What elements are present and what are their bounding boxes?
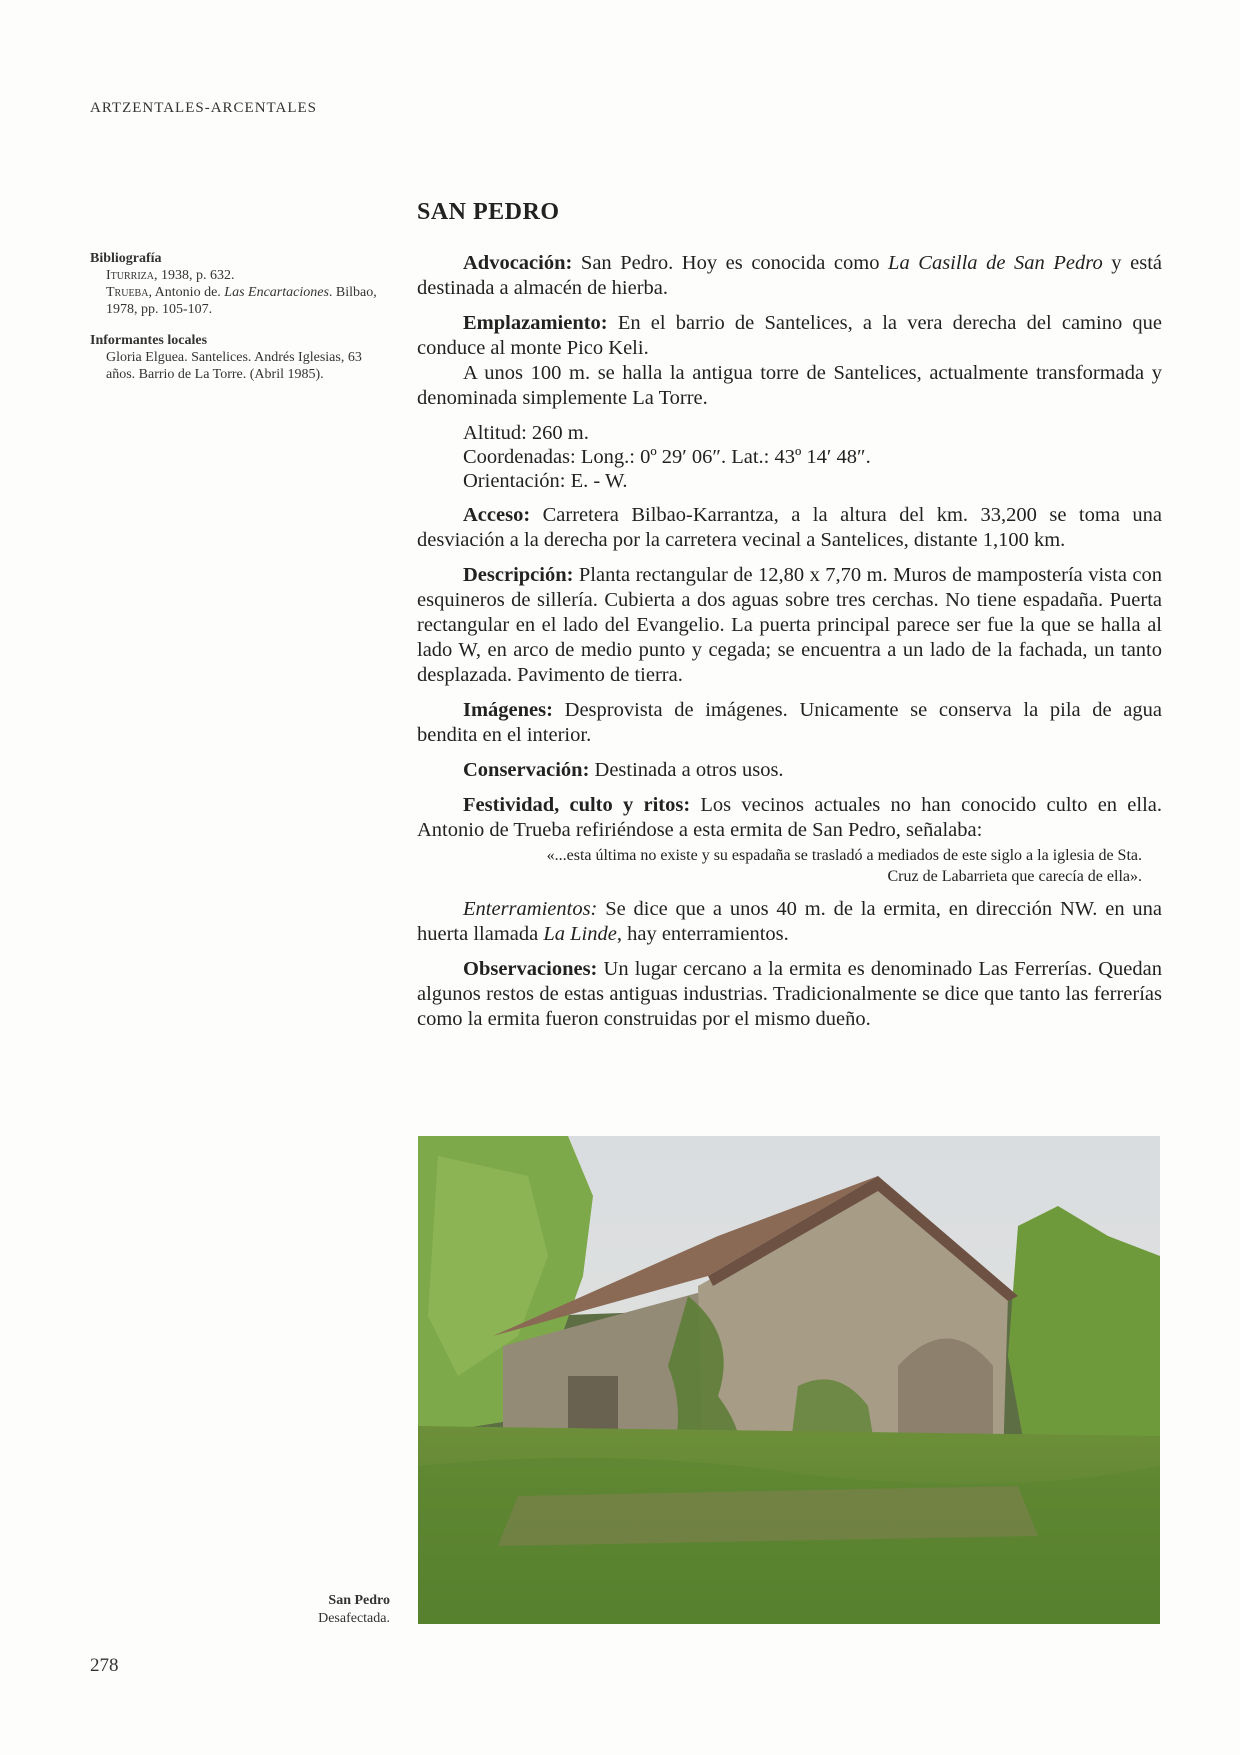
descripcion-label: Descripción: bbox=[463, 564, 574, 586]
conservacion-label: Conservación: bbox=[463, 759, 590, 781]
enterramientos-italic: La Linde bbox=[543, 923, 617, 945]
acceso-label: Acceso: bbox=[463, 504, 531, 526]
orientacion-line: Orientación: E. - W. bbox=[463, 470, 628, 492]
caption-title: San Pedro bbox=[328, 1593, 390, 1608]
informants-title: Informantes locales bbox=[90, 333, 208, 348]
festividad-paragraph bbox=[417, 793, 1162, 843]
bibliography-title: Bibliografía bbox=[90, 251, 162, 266]
entry-rest: , 1938, p. 632. bbox=[154, 268, 235, 283]
entry-work: Las Encartaciones bbox=[224, 285, 329, 300]
bibliography-block bbox=[90, 250, 390, 318]
emplazamiento-label: Emplazamiento: bbox=[463, 312, 608, 334]
entry-author: Iturriza bbox=[106, 268, 154, 283]
acceso-text: Carretera Bilbao-Karrantza, a la altura del km. 33,200 se toma una desviación a la derecha por la carretera vecinal a Santelices, distante 1,100 km. bbox=[417, 504, 1162, 551]
conservacion-text: Destinada a otros usos. bbox=[589, 759, 784, 781]
informants-text: Gloria Elguea. Santelices. Andrés Iglesias, 63 años. Barrio de La Torre. (Abril 1985). bbox=[106, 350, 362, 382]
bibliography-entry bbox=[106, 267, 390, 284]
page-number: 278 bbox=[90, 1655, 119, 1676]
imagenes-text: Desprovista de imágenes. Unicamente se conserva la pila de agua bendita en el interior. bbox=[417, 699, 1162, 746]
festividad-text: Los vecinos actuales no han conocido culto en ella. Antonio de Trueba refiriéndose a esta ermita de San Pedro, señalaba: bbox=[417, 794, 1162, 841]
article-title: SAN PEDRO bbox=[417, 199, 560, 225]
running-header: ARTZENTALES-ARCENTALES bbox=[90, 100, 318, 116]
observaciones-label: Observaciones: bbox=[463, 958, 598, 980]
advocacion-paragraph bbox=[417, 251, 1162, 301]
acceso-paragraph bbox=[417, 503, 1162, 553]
imagenes-label: Imágenes: bbox=[463, 699, 553, 721]
advocacion-italic: La Casilla de San Pedro bbox=[888, 252, 1103, 274]
observaciones-paragraph bbox=[417, 957, 1162, 1032]
entry-author: Trueba bbox=[106, 285, 149, 300]
sidebar bbox=[90, 250, 390, 397]
emplazamiento-paragraph bbox=[417, 311, 1162, 361]
enterramientos-text: Se dice que a unos 40 m. de la ermita, en dirección NW. en una huerta llamada bbox=[417, 898, 1162, 945]
conservacion-paragraph bbox=[417, 758, 1162, 783]
festividad-label: Festividad, culto y ritos: bbox=[463, 794, 691, 816]
coordenadas-line: Coordenadas: Long.: 0º 29′ 06″. Lat.: 43º 14′ 48″. bbox=[463, 446, 871, 468]
altitud-line: Altitud: 260 m. bbox=[463, 422, 589, 444]
imagenes-paragraph bbox=[417, 698, 1162, 748]
informants-block bbox=[90, 332, 390, 383]
caption-subtitle: Desafectada. bbox=[318, 1611, 390, 1626]
main-article bbox=[417, 200, 1162, 1042]
advocacion-text: San Pedro. Hoy es conocida como bbox=[572, 252, 889, 274]
enterramientos-text: , hay enterramientos. bbox=[616, 923, 789, 945]
trueba-quote: «...esta última no existe y su espadaña se trasladó a mediados de este siglo a la iglesia de Sta. Cruz de Labarrieta que carecía de ella». bbox=[546, 847, 1142, 885]
advocacion-label: Advocación: bbox=[463, 252, 573, 274]
emplazamiento-text: En el barrio de Santelices, a la vera derecha del camino que conduce al monte Pico Keli. bbox=[417, 312, 1162, 359]
chapel-photo bbox=[418, 1136, 1160, 1624]
entry-rest: . Bilbao, 1978, pp. 105-107. bbox=[106, 285, 377, 317]
chapel-illustration bbox=[418, 1136, 1160, 1624]
location-data bbox=[463, 421, 1162, 493]
enterramientos-paragraph bbox=[417, 897, 1162, 947]
torre-paragraph: A unos 100 m. se halla la antigua torre de Santelices, actualmente transformada y denominada simplemente La Torre. bbox=[417, 362, 1162, 409]
descripcion-text: Planta rectangular de 12,80 x 7,70 m. Muros de mampostería vista con esquineros de sillería. Cubierta a dos aguas sobre tres cerchas. No tiene espadaña. Puerta rectangular en el lado del Evangelio. La puerta principal parece ser fue la que se halla al lado W, en arco de medio punto y cegada; se encuentra a un lado de la fachada, un tanto desplazada. Pavimento de tierra. bbox=[417, 564, 1162, 686]
photo-caption bbox=[250, 1592, 390, 1628]
bibliography-entry bbox=[106, 284, 390, 318]
entry-rest: , Antonio de. bbox=[148, 285, 225, 300]
descripcion-paragraph bbox=[417, 563, 1162, 688]
advocacion-text: y está destinada a almacén de hierba. bbox=[417, 252, 1163, 299]
observaciones-text: Un lugar cercano a la ermita es denominado Las Ferrerías. Quedan algunos restos de estas antiguas industrias. Tradicionalmente se dice que tanto las ferrerías como la ermita fueron construidas por el mismo dueño. bbox=[417, 958, 1162, 1030]
enterramientos-label: Enterramientos: bbox=[463, 898, 598, 920]
